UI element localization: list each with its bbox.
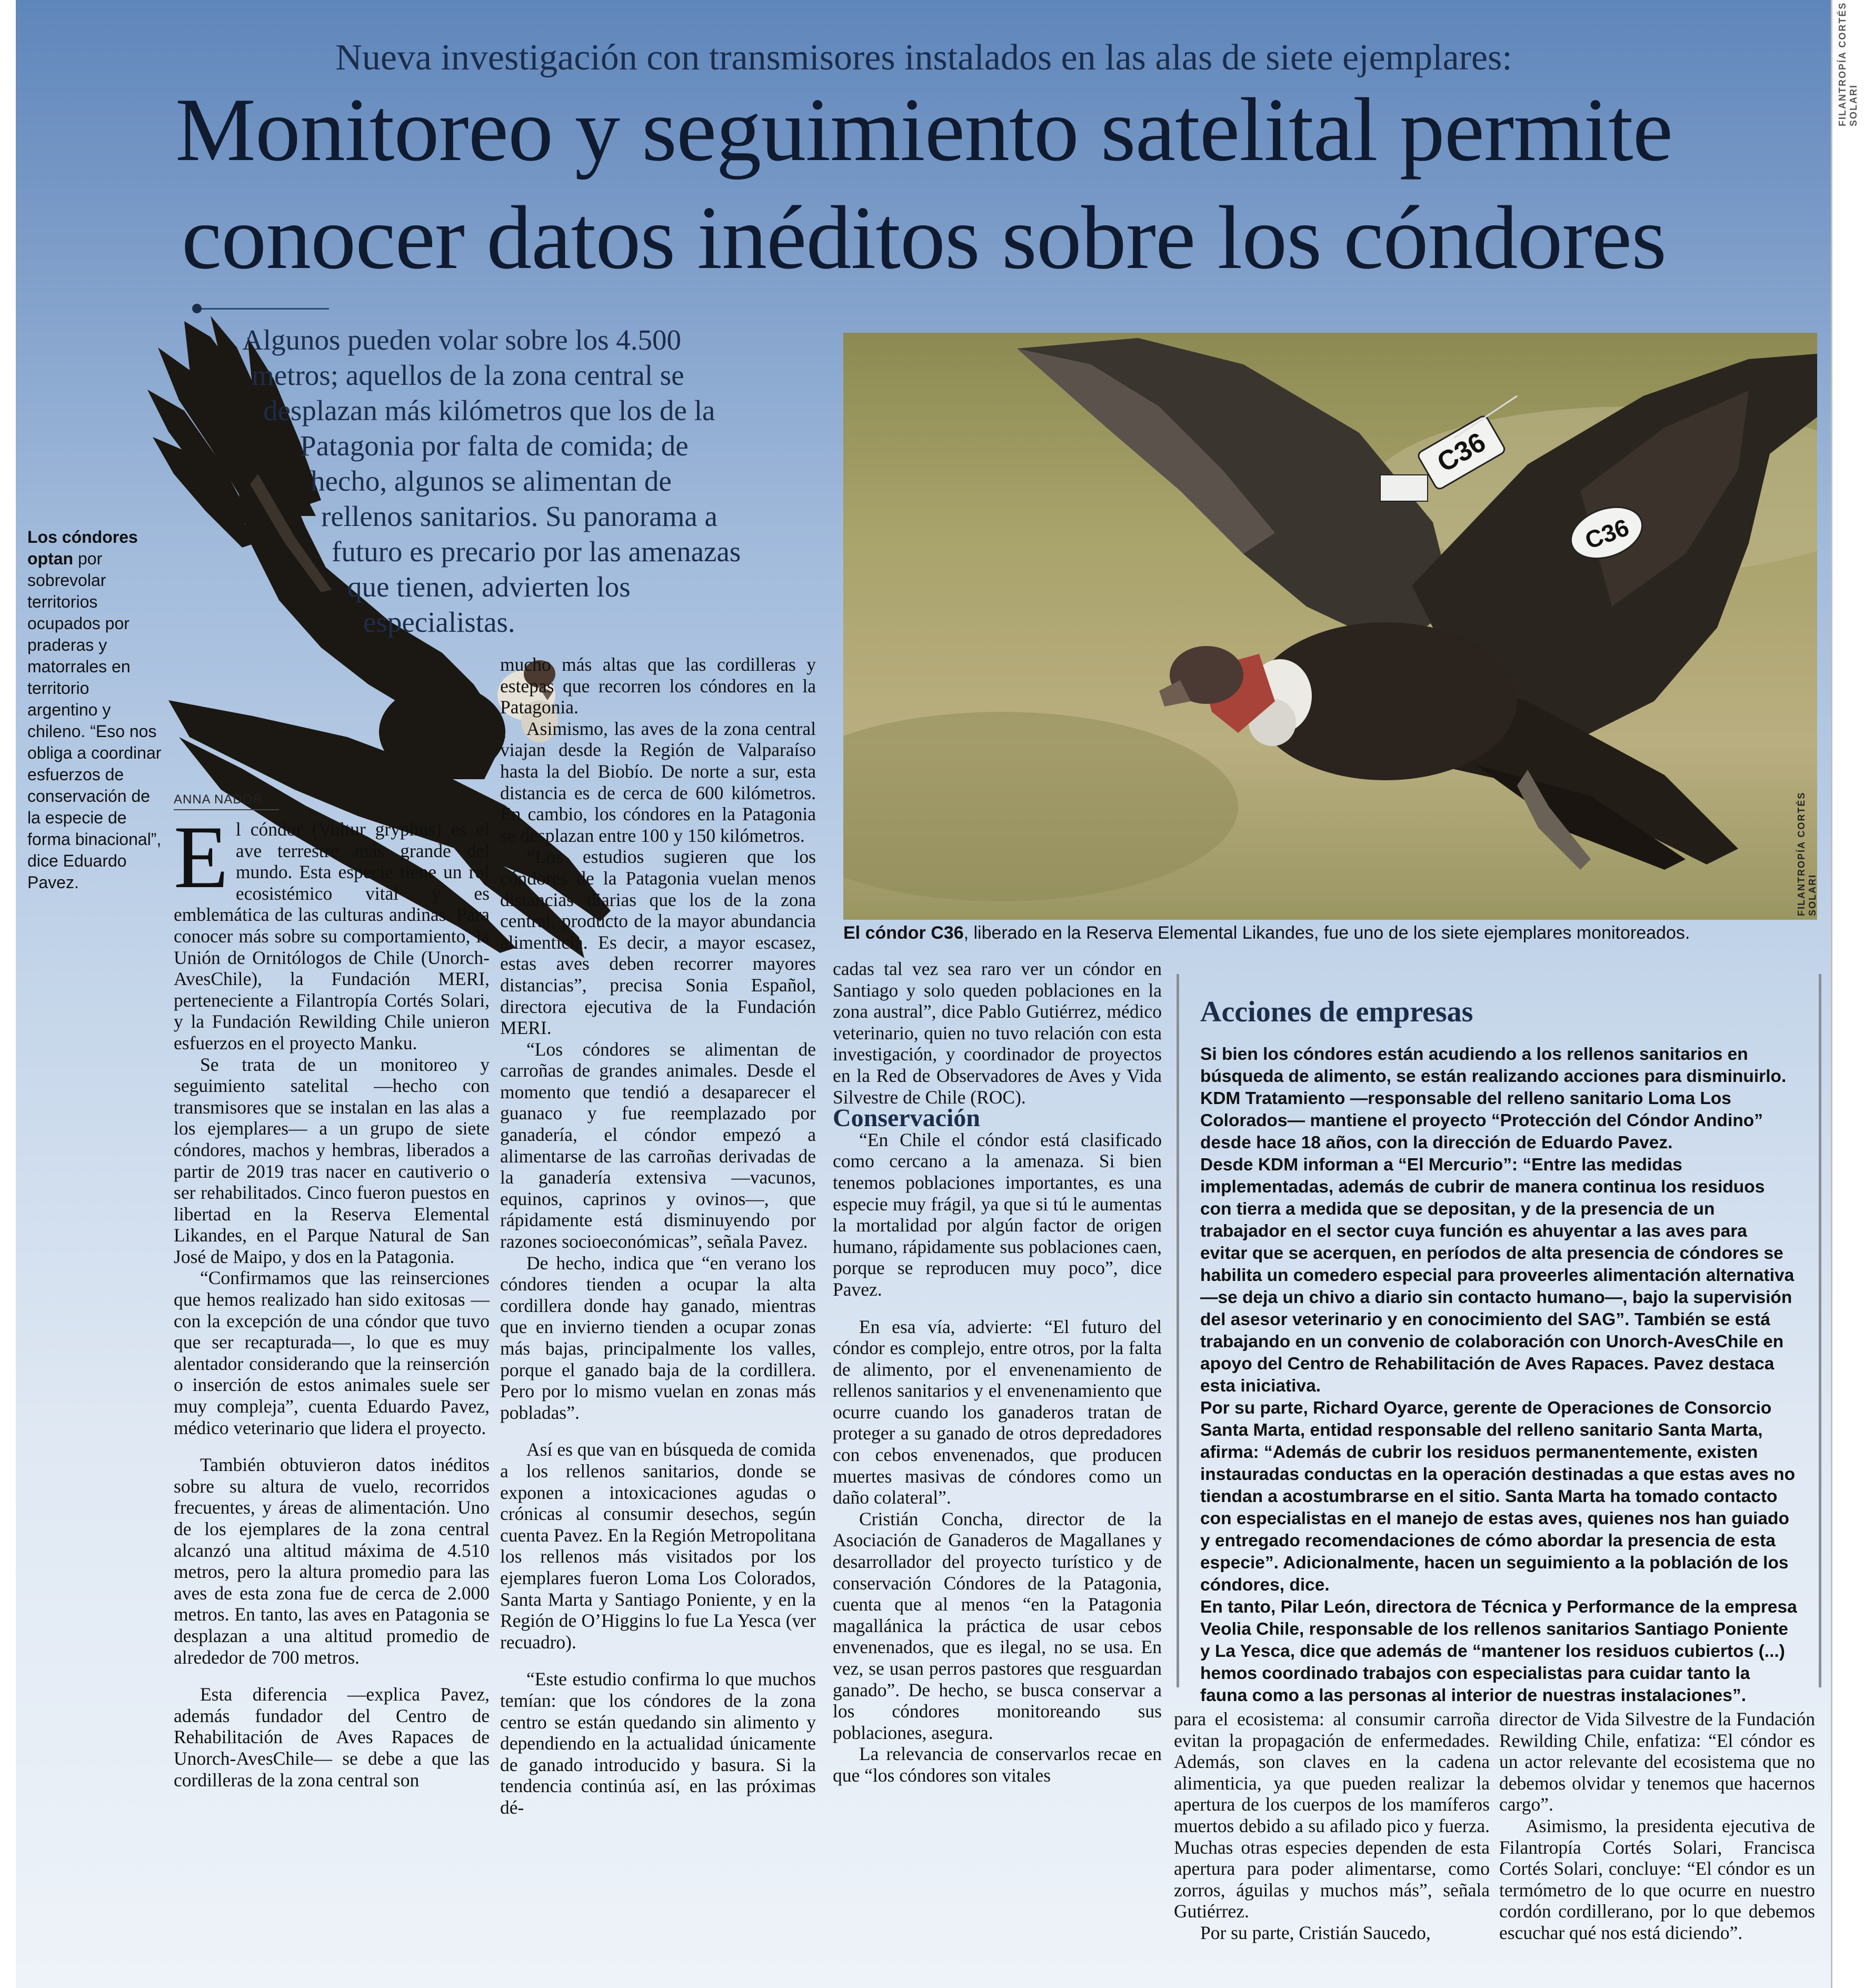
wing-tag-left: C36: [1432, 426, 1491, 479]
newspaper-page: [16, 0, 1832, 1988]
paragraph: “En Chile el cóndor está clasificado como cercano a la amenaza. Si bien tenemos poblaciones importantes, es una especie muy frágil, ya que si tú le aumentas la mortalidad por algún factor de origen humano, rápidamente sus poblaciones caen, porque se reproducen muy poco”, dice Pavez.: [833, 1129, 1162, 1300]
article-column-3: [833, 958, 1162, 1786]
wing-tag-right: C36: [1581, 513, 1633, 554]
box-body: [1200, 1043, 1798, 1707]
lede-rule: [197, 308, 329, 310]
paragraph: “Este estudio confirma lo que muchos temían: que los cóndores de la zona centro se están quedando sin alimento y dependiendo en la actualidad únicamente de ganado introducido y basura. Si la tendencia continúa así, en las próximas dé-: [500, 1668, 816, 1818]
page-edge-rule: [1831, 0, 1832, 1988]
lede: [226, 322, 832, 640]
headline-line-2: conocer datos inéditos sobre los cóndores: [181, 188, 1667, 288]
paragraph: Asimismo, la presidenta ejecutiva de Filantropía Cortés Solari, Francisca Cortés Solari, concluye: “El cóndor es un termómetro de lo que ocurre en nuestro cordón cordillerano, por lo que debemos escuchar qué nos está diciendo”.: [1499, 1815, 1815, 1943]
paragraph: cadas tal vez sea raro ver un cóndor en Santiago y solo queden poblaciones en la zona austral”, dice Pablo Gutiérrez, médico veterinario, quien no tuvo relación con esta investigación, y coordinador de proyectos en la Red de Observadores de Aves y Vida Silvestre de Chile (ROC).: [833, 958, 1162, 1108]
box-title: Acciones de empresas: [1200, 996, 1473, 1028]
side-caption-text: por sobrevolar territorios ocupados por praderas y matorrales en territorio argentino y chileno. “Eso nos obliga a coordinar esfuerzos de conservación de la especie de forma binacional”, dice Eduardo Pavez.: [27, 549, 162, 892]
condor-c36-illustration: [843, 333, 1817, 920]
lede-line: hecho, algunos se alimentan de: [311, 465, 672, 497]
paragraph: “Los estudios sugieren que los cóndores de la Patagonia vuelan menos distancias diarias que los de la zona central, producto de la mayor abundancia alimenticia. Es decir, a mayor escasez, estas aves deben recorrer mayores distancias”, precisa Sonia Español, directora ejecutiva de la Fundación MERI.: [500, 846, 816, 1039]
side-caption-bold: Los cóndores optan: [27, 528, 138, 568]
paragraph: Asimismo, las aves de la zona central viajan desde la Región de Valparaíso hasta la del Biobío. De norte a sur, esta distancia es de cerca de 600 kilómetros. En cambio, los cóndores en la Patagonia se desplazan entre 100 y 150 kilómetros.: [500, 718, 816, 846]
paragraph-text: l cóndor (Vultur gryphus) es el ave terrestre más grande del mundo. Esta especie tiene un rol ecosistémico vital y es emblemática de las culturas andinas. Para conocer más sobre su comportamiento, la Unión de Ornitólogos de Chile (Unorch-AvesChile), la Fundación MERI, perteneciente a Filantropía Cortés Solari, y la Fundación Rewilding Chile unieron esfuerzos en el proyecto Manku.: [174, 819, 490, 1053]
paragraph: Se trata de un monitoreo y seguimiento satelital —hecho con transmisores que se instalan en las alas a los ejemplares— a un grupo de siete cóndores, machos y hembras, liberados a partir de 2019 tras nacer en cautiverio o ser rehabilitados. Cinco fueron puestos en libertad en la Reserva Elemental Likandes, en el Parque Natural de San José de Maipo, y dos en la Patagonia.: [174, 1053, 490, 1267]
lede-line: metros; aquellos de la zona central se: [252, 359, 684, 391]
section-heading: Conservación: [833, 1104, 980, 1132]
paragraph: mucho más altas que las cordilleras y estepas que recorren los cóndores en la Patagonia.: [500, 654, 816, 718]
paragraph: Cristián Concha, director de la Asociación de Ganaderos de Magallanes y desarrollador del proyecto turístico y de conservación Cóndores de la Patagonia, cuenta que al menos “en la Patagonia magallánica la práctica de usar cebos envenenados, que es ilegal, no se usa. En vez, se usan perros pastores que resguardan ganado”. De hecho, se busca conservar a los cóndores monitoreando sus poblaciones, asegura.: [833, 1508, 1162, 1743]
lede-line: especialistas.: [363, 606, 515, 638]
main-condor-photo: [843, 333, 1817, 920]
lede-line: futuro es precario por las amenazas: [332, 535, 741, 568]
side-caption: [27, 526, 162, 893]
photo-caption: [843, 923, 1817, 943]
paragraph: director de Vida Silvestre de la Fundación Rewilding Chile, enfatiza: “El cóndor es un actor relevante del ecosistema que no debemos olvidar y tenemos que hacernos cargo”.: [1499, 1708, 1815, 1815]
article-column-5: [1499, 1708, 1815, 1944]
paragraph: Así es que van en búsqueda de comida a los rellenos sanitarios, donde se exponen a intoxicaciones agudas o crónicas al consumir desechos, según cuenta Pavez. En la Región Metropolitana los rellenos más visitados por los ejemplares fueron Loma Los Colorados, Santa Marta y Santiago Poniente, y en la Región de O’Higgins lo fue La Yesca (ver recuadro).: [500, 1439, 816, 1653]
edge-photo-credit: FILANTROPÍA CORTÉS SOLARI: [1837, 2, 1859, 126]
kicker: Nueva investigación con transmisores instalados en las alas de siete ejemplares:: [335, 37, 1512, 78]
paragraph: Por su parte, Cristián Saucedo,: [1200, 1922, 1431, 1943]
lede-line: que tienen, advierten los: [347, 571, 631, 603]
box-paragraph: Desde KDM informan a “El Mercurio”: “Entre las medidas implementadas, además de cubrir de manera continua los residuos con tierra a medida que se depositan, y de la presencia de un trabajador en el sector cuya función es ahuyentar a las aves para evitar que se acerquen, en períodos de alta presencia de cóndores se habilita un comedero especial para proveerles alimentación alternativa —se deja un chivo a diario sin contacto humano—, bajo la supervisión del asesor veterinario y en conocimiento del SAG”. También se está trabajando en un convenio de colaboración con Unorch-AvesChile en apoyo del Centro de Rehabilitación de Aves Rapaces. Pavez destaca esta iniciativa.: [1200, 1155, 1795, 1396]
box-paragraph: Si bien los cóndores están acudiendo a los rellenos sanitarios en búsqueda de alimento, se están realizando acciones para disminuirlo. KDM Tratamiento —responsable del relleno sanitario Loma Los Colorados— mantiene el proyecto “Protección del Cóndor Andino” desde hace 18 años, con la dirección de Eduardo Pavez.: [1200, 1045, 1787, 1152]
lede-line: Algunos pueden volar sobre los 4.500: [242, 324, 682, 356]
article-column-1: [174, 808, 490, 1791]
lede-line: desplazan más kilómetros que los de la: [263, 394, 715, 426]
paragraph: para el ecosistema: al consumir carroña evitan la propagación de enfermedades. Además, son claves en la cadena alimenticia, ya que pueden realizar la apertura de los cuerpos de los mamíferos muertos debido a su afilado pico y fuerza. Muchas otras especies dependen de esta apertura para poder alimentarse, como zorros, águilas y muchos más”, señala Gutiérrez.: [1174, 1708, 1490, 1922]
box-paragraph: En tanto, Pilar León, directora de Técnica y Performance de la empresa Veolia Chile, responsable de los rellenos sanitarios Santiago Poniente y La Yesca, dice que además de “mantener los residuos cubiertos (...) hemos coordinado trabajos con especialistas para cuidar tanto la fauna como a las personas al interior de nuestras instalaciones”.: [1200, 1597, 1797, 1705]
paragraph: La relevancia de conservarlos recae en que “los cóndores son vitales: [833, 1743, 1162, 1786]
box-paragraph: Por su parte, Richard Oyarce, gerente de Operaciones de Consorcio Santa Marta, entidad responsable del relleno sanitario Santa Marta, afirma: “Además de cubrir los residuos permanentemente, existen instauradas conductas en la operación destinadas a que estas aves no tiendan a acostumbrarse en el sitio. Santa Marta ha tomado contacto con especialistas en el manejo de estas aves, quienes nos han guiado y entregado recomendaciones de cómo abordar la presencia de esta especie”. Adicionalmente, hacen un seguimiento a la población de los cóndores, dice.: [1200, 1398, 1796, 1595]
photo-caption-text: , liberado en la Reserva Elemental Likandes, fue uno de los siete ejemplares monitoreados.: [963, 923, 1690, 943]
dropcap: E: [174, 808, 228, 907]
lede-line: rellenos sanitarios. Su panorama a: [321, 500, 717, 532]
byline: ANNA NADOR: [174, 792, 279, 810]
headline-line-1: Monitoreo y seguimiento satelital permite: [175, 80, 1673, 180]
photo-credit: FILANTROPÍA CORTÉS SOLARI: [1796, 791, 1818, 916]
headline: [68, 76, 1779, 292]
lede-line: Patagonia por falta de comida; de: [300, 430, 689, 462]
article-column-2: [500, 654, 816, 1818]
article-column-4: [1174, 1708, 1490, 1944]
paragraph: De hecho, indica que “en verano los cóndores tienden a ocupar la alta cordillera donde hay ganado, mientras que en invierno tienden a ocupar zonas más bajas, principalmente los valles, porque el ganado baja de la cordillera. Pero por lo mismo vuelan en zonas más pobladas”.: [500, 1252, 816, 1423]
paragraph: También obtuvieron datos inéditos sobre su altura de vuelo, recorridos frecuentes, y áreas de alimentación. Uno de los ejemplares de la zona central alcanzó una altitud máxima de 4.510 metros, pero la altura promedio para las aves de esta zona fue de cerca de 2.000 metros. En tanto, las aves en Patagonia se desplazan a una altitud promedio de alrededor de 700 metros.: [174, 1454, 490, 1668]
photo-caption-bold: El cóndor C36: [843, 923, 964, 943]
paragraph: “Los cóndores se alimentan de carroñas de grandes animales. Desde el momento que tendió a desaparecer el guanaco y fue reemplazado por ganadería, el cóndor empezó a alimentarse de las carroñas derivadas de la ganadería extensiva —vacunos, equinos, caprinos y ovinos—, que rápidamente está disminuyendo por razones socioeconómicas”, señala Pavez.: [500, 1038, 816, 1253]
sidebar-box-acciones: [1177, 974, 1821, 1705]
paragraph: En esa vía, advierte: “El futuro del cóndor es complejo, entre otros, por la falta de alimento, por el envenenamiento de rellenos sanitarios y el envenenamiento que ocurre cuando los ganaderos tratan de proteger a su ganado de otros depredadores con cebos envenenados, que producen muertes masivas de cóndores como un daño colateral”.: [833, 1316, 1162, 1508]
paragraph: Esta diferencia —explica Pavez, además fundador del Centro de Rehabilitación de Aves Rapaces de Unorch-AvesChile— se debe a que las cordilleras de la zona central son: [174, 1684, 490, 1791]
paragraph: “Confirmamos que las reinserciones que hemos realizado han sido exitosas —con la excepción de una cóndor que tuvo que ser recapturada—, lo que es muy alentador considerando que la reinserción o inserción de estos animales suele ser muy compleja”, cuenta Eduardo Pavez, médico veterinario que lidera el proyecto.: [174, 1267, 490, 1438]
paragraph: [174, 808, 490, 1054]
